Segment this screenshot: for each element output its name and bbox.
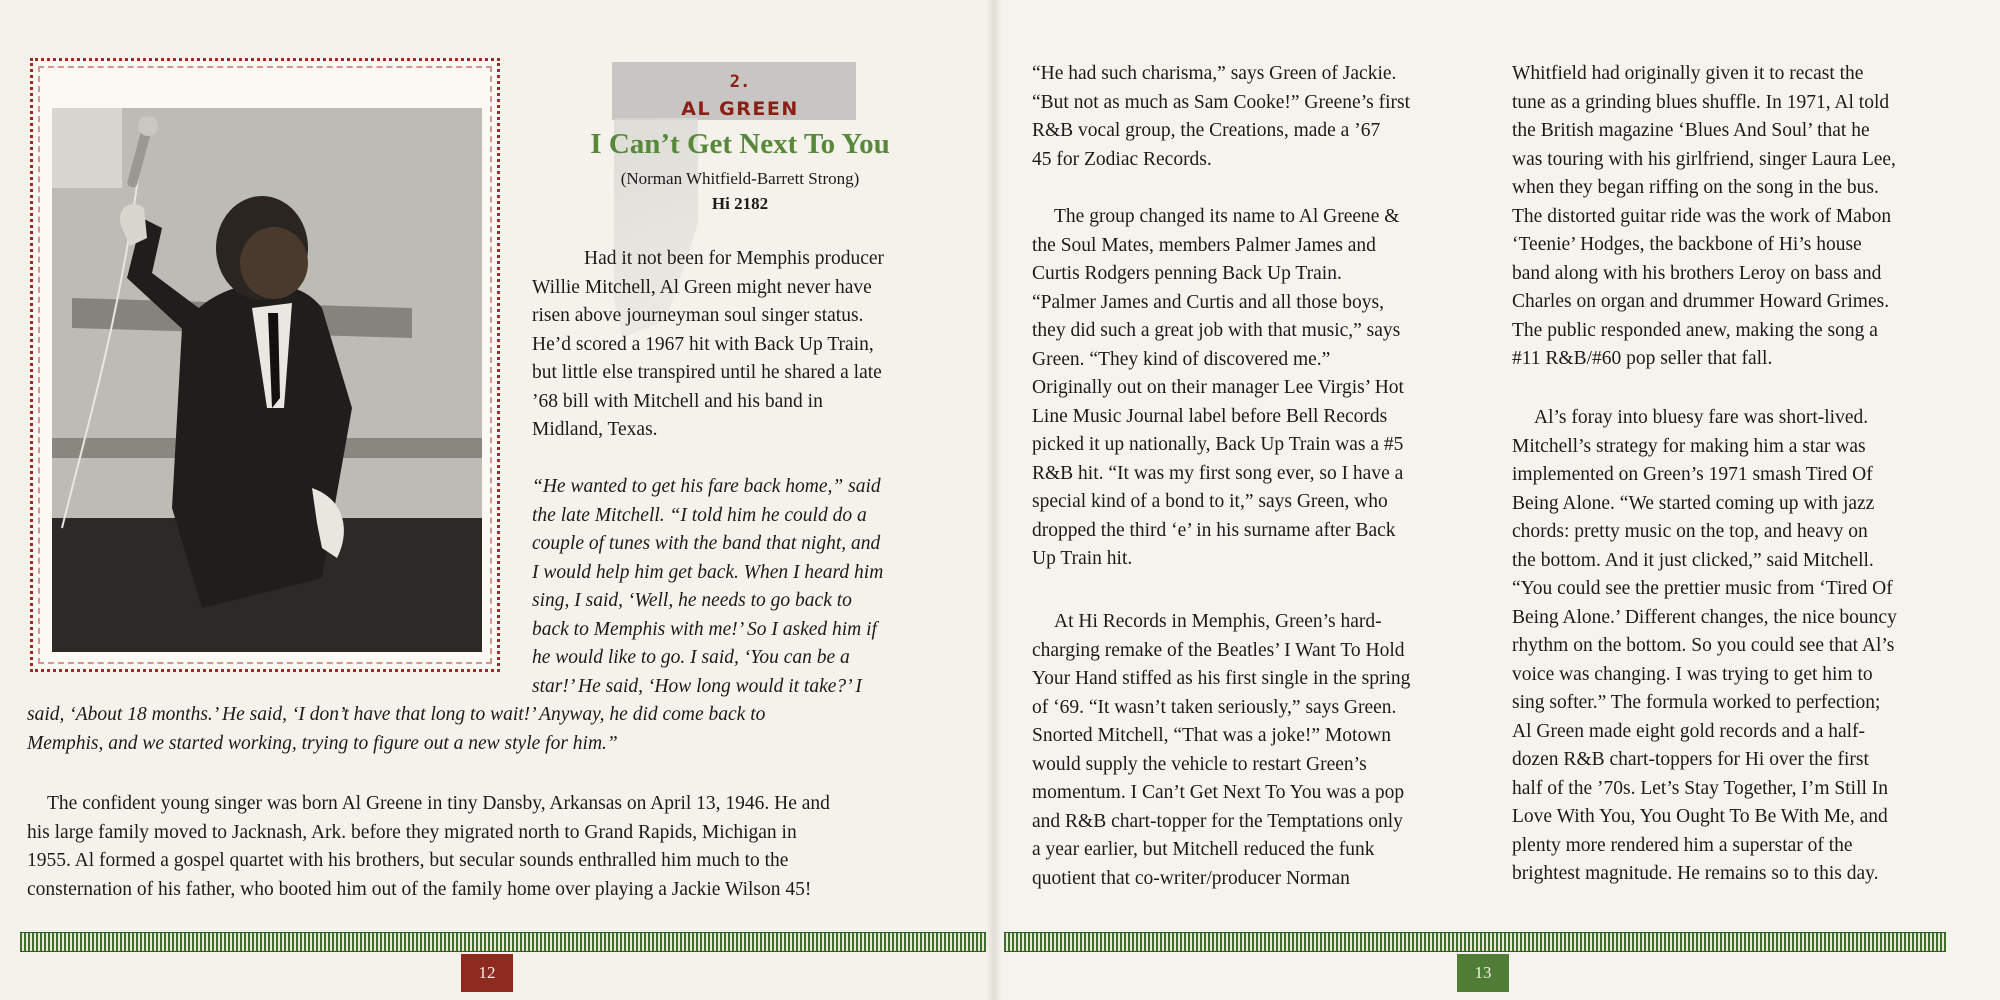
book-gutter xyxy=(986,0,1002,1000)
text-line: voice was changing. I was trying to get him to xyxy=(1512,663,1873,685)
text-line: when they began riffing on the song in the bus. xyxy=(1512,177,1879,198)
text-line: star!’ He said, ‘How long would it take?’ I xyxy=(532,675,862,697)
text-line: Line Music Journal label before Bell Records xyxy=(1032,405,1388,427)
footer-stripe-left xyxy=(20,932,986,952)
text-line: “You could see the prettier music from ‘Tired Of xyxy=(1512,578,1893,599)
text-line: R&B hit. “It was my first song ever, so I have a xyxy=(1032,462,1404,484)
text-line: picked it up nationally, Back Up Train was a #5 xyxy=(1032,434,1404,455)
text-line: tune as a grinding blues shuffle. In 1971, Al told xyxy=(1512,91,1890,113)
text-line: dozen R&B chart-toppers for Hi over the first xyxy=(1512,749,1869,770)
text-line: Charles on organ and drummer Howard Grimes. xyxy=(1512,291,1890,312)
text-line: special kind of a bond to it,” says Green, who xyxy=(1032,491,1388,512)
text-line: #11 R&B/#60 pop seller that fall. xyxy=(1512,348,1773,369)
text-line: Your Hand stiffed as his first single in the spring xyxy=(1032,668,1411,689)
text-line: Being Alone.’ Different changes, the nice bouncy xyxy=(1512,606,1897,628)
text-line: R&B vocal group, the Creations, made a ’67 xyxy=(1032,120,1381,141)
text-line: the Soul Mates, members Palmer James and xyxy=(1032,234,1376,256)
text-line: The public responded anew, making the song a xyxy=(1512,319,1878,341)
text-line: I would help him get back. When I heard him xyxy=(532,561,884,583)
text-line: ’68 bill with Mitchell and his band in xyxy=(532,390,823,412)
text-line: Whitfield had originally given it to recast the xyxy=(1512,63,1864,84)
song-title: I Can’t Get Next To You xyxy=(590,128,890,160)
text-line: 1955. Al formed a gospel quartet with his brothers, but secular sounds enthralled him much to the xyxy=(27,850,789,871)
artist-name: AL GREEN xyxy=(681,98,799,120)
text-line: The group changed its name to Al Greene & xyxy=(1054,206,1400,227)
text-line: momentum. I Can’t Get Next To You was a pop xyxy=(1032,782,1405,803)
footer-stripe-right xyxy=(1004,932,1946,952)
intro-paragraph xyxy=(532,245,954,445)
text-line: but little else transpired until he shared a late xyxy=(532,362,882,383)
col1-paragraph-2 xyxy=(1032,203,1454,574)
text-line: implemented on Green’s 1971 smash Tired Of xyxy=(1512,464,1873,485)
text-line: chords: pretty music on the top, and heavy on xyxy=(1512,521,1868,542)
track-number: 2. xyxy=(729,72,751,92)
singer-photo-illustration xyxy=(52,108,482,652)
text-line: Originally out on their manager Lee Virgis’ Hot xyxy=(1032,377,1404,398)
text-line: the bottom. And it just clicked,” said Mitchell. xyxy=(1512,549,1874,571)
text-line: quotient that co-writer/producer Norman xyxy=(1032,867,1350,889)
col1-paragraph-1 xyxy=(1032,60,1454,174)
text-line: The distorted guitar ride was the work of Mabon xyxy=(1512,205,1892,227)
text-line: the late Mitchell. “I told him he could do a xyxy=(532,504,867,526)
col2-paragraph-1 xyxy=(1512,60,1950,374)
text-line: Being Alone. “We started coming up with jazz xyxy=(1512,492,1875,514)
text-line: 45 for Zodiac Records. xyxy=(1032,148,1212,170)
text-line: they did such a great job with that music,” says xyxy=(1032,320,1401,341)
text-line: of ‘69. “It wasn’t taken seriously,” says Green. xyxy=(1032,696,1397,718)
text-line: dropped the third ‘e’ in his surname after Back xyxy=(1032,519,1396,541)
text-line: said, ‘About 18 months.’ He said, ‘I don’t have that long to wait!’ Anyway, he did come back to xyxy=(27,704,766,725)
artist-photo xyxy=(52,108,482,652)
page-number-right: 13 xyxy=(1457,954,1509,992)
text-line: risen above journeyman soul singer status. xyxy=(532,305,864,326)
text-line: “He had such charisma,” says Green of Jackie. xyxy=(1032,63,1397,84)
text-line: Al’s foray into bluesy fare was short-lived. xyxy=(1534,407,1869,428)
text-line: he would like to go. I said, ‘You can be a xyxy=(532,647,850,668)
text-line: Midland, Texas. xyxy=(532,419,658,440)
text-line: Al Green made eight gold records and a half- xyxy=(1512,720,1866,742)
text-line: Memphis, and we started working, trying to figure out a new style for him.” xyxy=(27,732,618,754)
text-line: “Palmer James and Curtis and all those boys, xyxy=(1032,291,1385,313)
text-line: Snorted Mitchell, “That was a joke!” Motown xyxy=(1032,725,1392,746)
text-line: “He wanted to get his fare back home,” said xyxy=(532,476,881,497)
text-line: ‘Teenie’ Hodges, the backbone of Hi’s house xyxy=(1512,234,1862,255)
text-line: sing, I said, ‘Well, he needs to go back to xyxy=(532,590,852,611)
biography-paragraph xyxy=(27,790,955,904)
text-line: sing softer.” The formula worked to perfection; xyxy=(1512,692,1881,713)
text-line: the British magazine ‘Blues And Soul’ that he xyxy=(1512,120,1870,141)
quote-paragraph xyxy=(532,473,954,701)
text-line: and R&B chart-topper for the Temptations only xyxy=(1032,810,1403,832)
col1-paragraph-3 xyxy=(1032,608,1454,893)
text-line: He’d scored a 1967 hit with Back Up Train, xyxy=(532,333,874,355)
songwriters: (Norman Whitfield-Barrett Strong) xyxy=(620,169,860,188)
text-line: Willie Mitchell, Al Green might never have xyxy=(532,276,872,298)
catalog-number: Hi 2182 xyxy=(711,194,769,213)
text-line: plenty more rendered him a superstar of the xyxy=(1512,834,1853,856)
text-line: couple of tunes with the band that night, and xyxy=(532,533,881,554)
text-line: brightest magnitude. He remains so to this day. xyxy=(1512,863,1879,884)
text-line: Curtis Rodgers penning Back Up Train. xyxy=(1032,263,1342,284)
quote-paragraph-continued xyxy=(27,701,955,758)
text-line: back to Memphis with me!’ So I asked him if xyxy=(532,618,877,640)
col2-paragraph-2 xyxy=(1512,404,1950,889)
text-line: The confident young singer was born Al Greene in tiny Dansby, Arkansas on April 13, 1946. He and xyxy=(47,793,830,814)
text-line: was touring with his girlfriend, singer Laura Lee, xyxy=(1512,148,1896,170)
text-line: “But not as much as Sam Cooke!” Greene’s first xyxy=(1032,91,1410,113)
text-line: band along with his brothers Leroy on bass and xyxy=(1512,262,1882,284)
text-line: Green. “They kind of discovered me.” xyxy=(1032,348,1331,370)
text-line: Up Train hit. xyxy=(1032,548,1133,569)
text-line: would supply the vehicle to restart Green’s xyxy=(1032,753,1367,775)
text-line: Had it not been for Memphis producer xyxy=(584,248,885,269)
text-line: his large family moved to Jacknash, Ark. before they migrated north to Grand Rapids, Michigan in xyxy=(27,821,797,843)
text-line: half of the ’70s. Let’s Stay Together, I’m Still In xyxy=(1512,777,1889,799)
text-line: Mitchell’s strategy for making him a star was xyxy=(1512,435,1866,457)
text-line: consternation of his father, who booted him out of the family home over playing a Jackie Wilson 45! xyxy=(27,878,812,900)
text-line: rhythm on the bottom. So you could see that Al’s xyxy=(1512,635,1895,656)
text-line: charging remake of the Beatles’ I Want To Hold xyxy=(1032,639,1405,661)
text-line: a year earlier, but Mitchell reduced the funk xyxy=(1032,839,1375,860)
page-number-left: 12 xyxy=(461,954,513,992)
text-line: At Hi Records in Memphis, Green’s hard- xyxy=(1054,611,1382,632)
text-line: Love With You, You Ought To Be With Me, and xyxy=(1512,806,1888,827)
